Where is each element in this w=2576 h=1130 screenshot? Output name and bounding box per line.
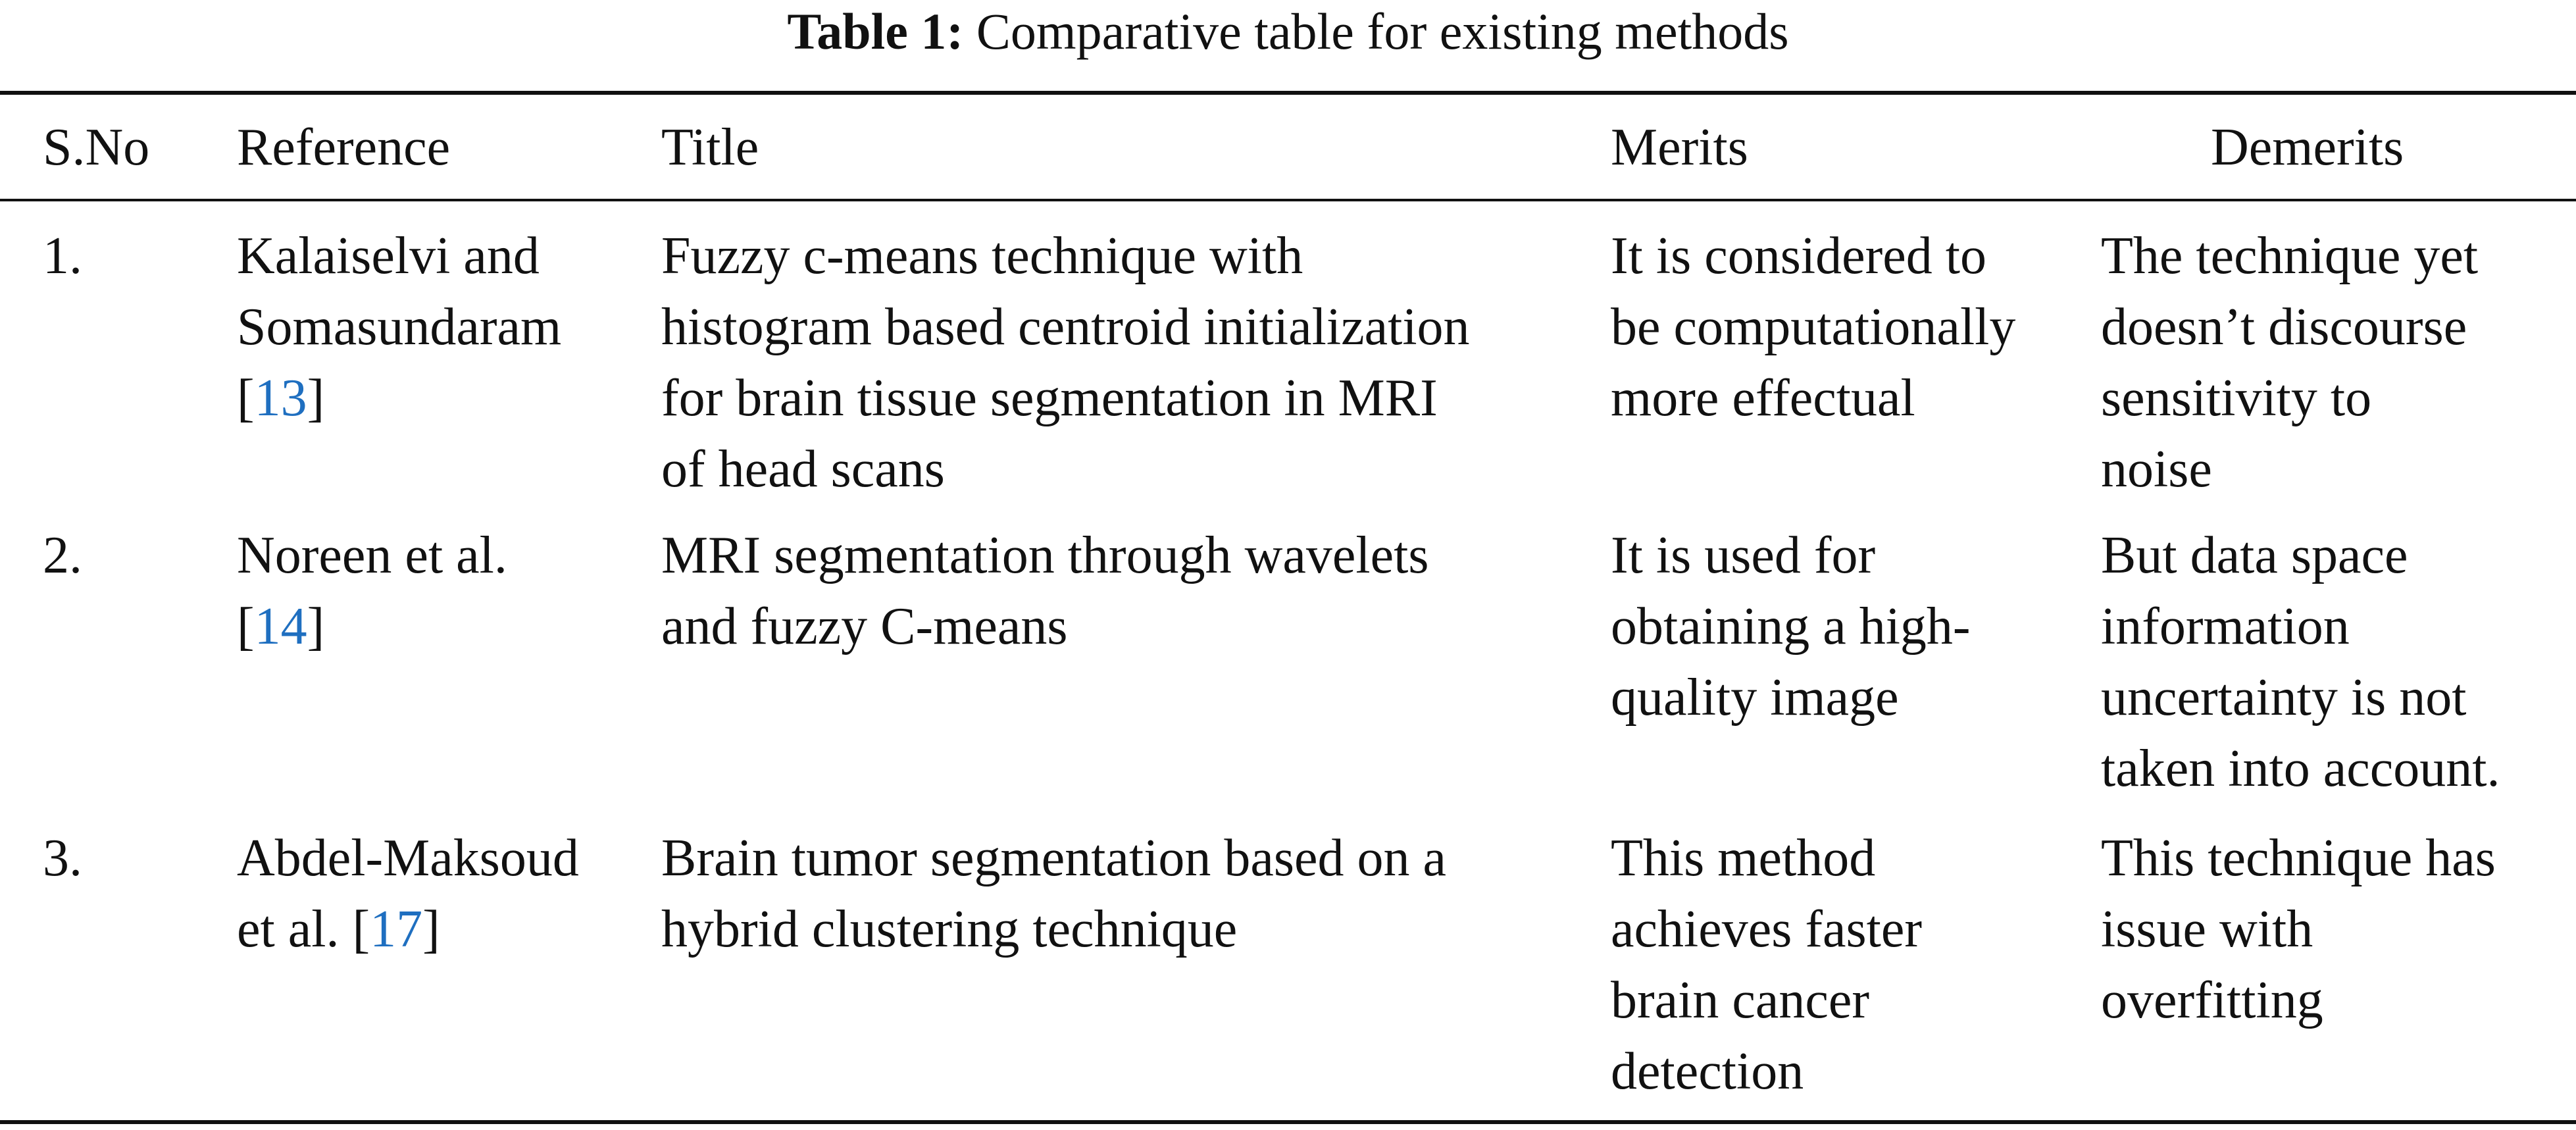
row-2-title: MRI segmentation through wavelets and fuzzy C-means: [661, 526, 1429, 655]
row-3-demerits: This technique has issue with overfitting: [2101, 829, 2496, 1029]
table-top-rule: [0, 91, 2576, 95]
row-2-sno: 2.: [43, 526, 82, 584]
header-reference: Reference: [237, 118, 451, 176]
row-3-reference-text: Abdel-Maksoud et al.: [237, 829, 579, 958]
row-1-sno: 1.: [43, 227, 82, 285]
row-3-citation-link[interactable]: 17: [370, 900, 423, 958]
row-2-reference: Noreen et al. [14]: [237, 526, 507, 655]
row-2-citation-link[interactable]: 14: [254, 598, 307, 655]
row-2-reference-text: Noreen et al.: [237, 526, 507, 584]
header-rule: [0, 199, 2576, 201]
row-1-merits: It is considered to be computationally more effectual: [1611, 227, 2016, 427]
row-1-reference-text: Kalaiselvi and Somasundaram: [237, 227, 562, 356]
row-3-sno: 3.: [43, 829, 82, 887]
row-3-reference: Abdel-Maksoud et al. [17]: [237, 829, 579, 958]
header-title: Title: [661, 118, 759, 176]
table-bottom-rule: [0, 1120, 2576, 1124]
header-sno: S.No: [43, 118, 150, 176]
row-3-title: Brain tumor segmentation based on a hybrid clustering technique: [661, 829, 1447, 958]
row-2-merits: It is used for obtaining a high- quality image: [1611, 526, 1971, 727]
table-caption-label: Table 1:: [787, 3, 964, 60]
row-2-demerits: But data space information uncertainty is not taken into account.: [2101, 526, 2500, 798]
header-demerits: Demerits: [2211, 118, 2404, 176]
header-merits: Merits: [1611, 118, 1748, 176]
row-1-citation-link[interactable]: 13: [254, 369, 307, 427]
row-1-reference: Kalaiselvi and Somasundaram [13]: [237, 227, 562, 427]
table-caption-text: Comparative table for existing methods: [976, 3, 1789, 60]
row-1-title: Fuzzy c-means technique with histogram based centroid initialization for brain tissue segmentation in MRI of head scans: [661, 227, 1470, 498]
row-3-merits: This method achieves faster brain cancer detection: [1611, 829, 1923, 1100]
table-caption: [0, 0, 2576, 79]
row-1-demerits: The technique yet doesn’t discourse sensitivity to noise: [2101, 227, 2479, 498]
